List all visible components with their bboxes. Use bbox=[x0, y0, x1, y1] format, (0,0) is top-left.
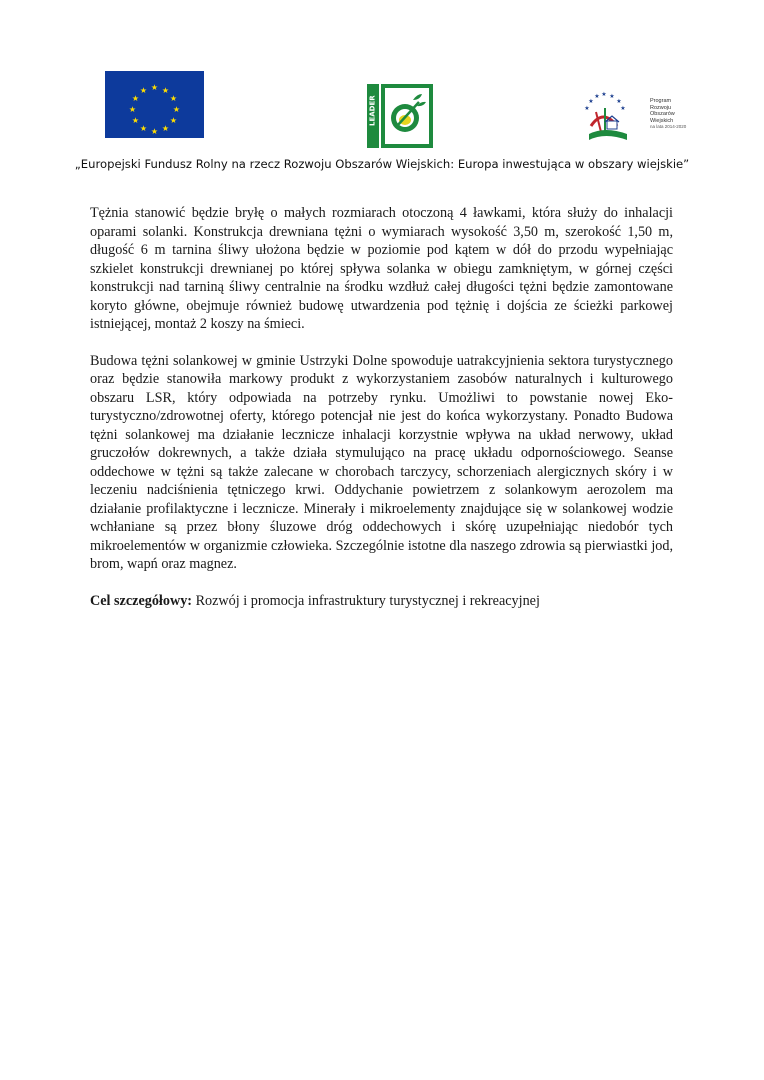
svg-text:★: ★ bbox=[131, 116, 140, 125]
svg-text:★: ★ bbox=[616, 98, 622, 105]
prow-logo-text bbox=[650, 98, 686, 131]
svg-text:★: ★ bbox=[139, 124, 148, 133]
goal-label: Cel szczegółowy: bbox=[90, 592, 193, 609]
leader-text: LEADER bbox=[368, 95, 377, 126]
logo-header bbox=[0, 0, 764, 160]
prow-line-4: Wiejskich bbox=[650, 117, 674, 124]
svg-text:★: ★ bbox=[169, 94, 178, 103]
svg-text:★: ★ bbox=[588, 98, 594, 105]
svg-text:★: ★ bbox=[169, 116, 178, 125]
svg-text:★: ★ bbox=[139, 86, 148, 95]
svg-text:★: ★ bbox=[161, 124, 170, 133]
svg-text:★: ★ bbox=[128, 105, 137, 114]
prow-years: na lata 2014-2020 bbox=[650, 124, 687, 130]
svg-text:★: ★ bbox=[584, 105, 590, 112]
document-body bbox=[90, 204, 673, 610]
fund-caption: „Europejski Fundusz Rolny na rzecz Rozwoju Obszarów Wiejskich: Europa inwestująca w obszary wiejskie” bbox=[74, 157, 690, 171]
paragraph-2: Budowa tężni solankowej w gminie Ustrzyki Dolne spowoduje uatrakcyjnienia sektora turystycznego oraz będzie stanowiła markowy produkt z wykorzystaniem zasobów naturalnych i kulturowego obszaru LSR, który odpowiada na potrzeby rynku. Umożliwi to powstanie nowej Eko-turystyczno/zdrowotnej oferty, którego potencjał nie jest do końca wykorzystany. Ponadto Budowa tężni solankowej ma działanie lecznicze inhalacji korzystnie wpływa na układ nerwowy, układ gruczołów dokrewnych, a także działa stymulująco na pracę układu odpornościowego. Seanse oddechowe w tężni są także zalecane w chorobach tarczycy, schorzeniach alergicznych skóry i w leczeniu nadciśnienia tętniczego krwi. Oddychanie powietrzem z solankowym aerozolem ma działanie profilaktyczne i lecznicze. Minerały i mikroelementy znajdujące się w solankowej wodzie wchłaniane są przez błony śluzowe dróg oddechowych i skórę uzupełniając niedobór tych mikroelementów w organizmie człowieka. Szczególnie istotne dla naszego zdrowia są pierwiastki jod, brom, wapń oraz magnez. bbox=[90, 352, 673, 572]
goal-text: Rozwój i promocja infrastruktury turystycznej i rekreacyjnej bbox=[192, 592, 540, 609]
svg-text:★: ★ bbox=[161, 86, 170, 95]
svg-text:★: ★ bbox=[150, 127, 159, 136]
eu-stars bbox=[105, 71, 204, 138]
leader-logo-icon bbox=[367, 84, 433, 148]
svg-text:★: ★ bbox=[594, 93, 600, 100]
svg-text:★: ★ bbox=[172, 105, 181, 114]
eu-flag-icon bbox=[105, 71, 204, 138]
goal-line bbox=[90, 592, 673, 611]
prow-line-2: Rozwoju bbox=[650, 104, 672, 111]
svg-text:★: ★ bbox=[131, 94, 140, 103]
prow-line-1: Program bbox=[650, 98, 672, 104]
paragraph-1: Tężnia stanowić będzie bryłę o małych rozmiarach otoczoną 4 ławkami, która służy do inhalacji oparami solanki. Konstrukcja drewniana tężni o wymiarach wysokość 3,50 m, szerokość 1,50 m, długość 6 m tarnina śliwy ułożona będzie w poziomie pod kątem w dół do przodu wypełniając szkielet konstrukcji drewnianej po której spływa solanka w obiegu zamkniętym, w górnej części konstrukcji nad tarniną śliwy centralnie na środku wzdłuż całej długości tężni będzie zamontowane koryto główne, obejmuje również budowę utwardzenia pod tężnię i dojścia ze ścieżki parkowej istniejącej, montaż 2 koszy na śmieci. bbox=[90, 205, 673, 332]
svg-text:★: ★ bbox=[150, 83, 159, 92]
prow-line-3: Obszarów bbox=[650, 111, 675, 118]
svg-text:★: ★ bbox=[620, 105, 626, 112]
svg-text:★: ★ bbox=[601, 91, 607, 98]
svg-text:★: ★ bbox=[609, 93, 615, 100]
